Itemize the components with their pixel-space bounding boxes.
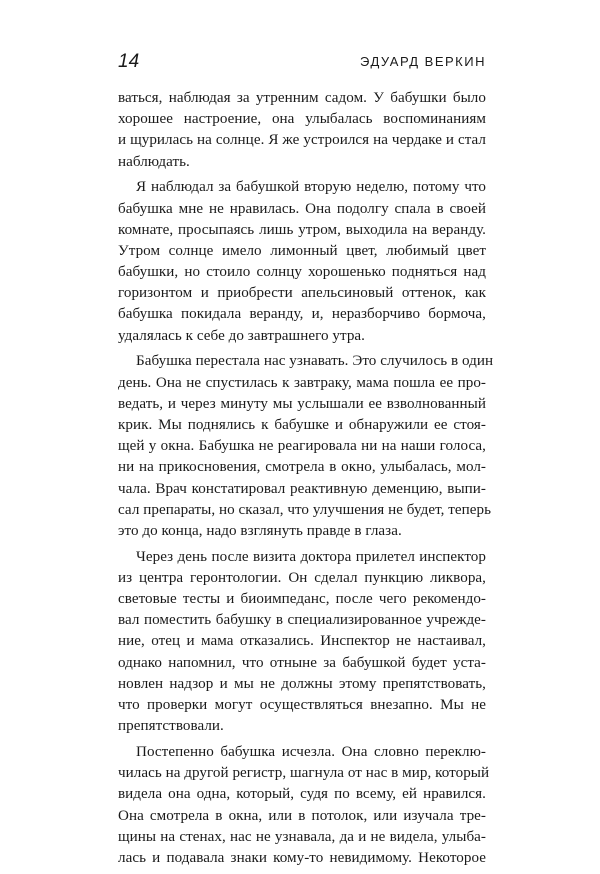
text-line: Я наблюдал за бабушкой вторую неделю, потому что [136,179,486,196]
text-line: крик. Мы поднялись к бабушке и обнаружили ее стоя- [118,417,486,433]
text-line: ние, отец и мама отказались. Инспектор не настаивал, [118,633,486,650]
text-line: ведать, и через минуту мы услышали ее взволнованный [118,395,486,412]
paragraph [118,351,494,542]
paragraph [118,742,490,869]
text-line: и щурилась на солнце. Я же устроился на чердаке и стал [118,132,486,149]
text-line: Постепенно бабушка исчезла. Она словно переклю- [136,744,486,760]
text-line: что проверки могут осуществляться внезапно. Мы не [118,697,486,714]
text-line: горизонтом и приобрести апельсиновый оттенок, как [118,285,486,302]
text-line: световые тесты и биоимпеданс, после чего рекомендо- [118,591,486,608]
text-line: Через день после визита доктора прилетел инспектор [136,548,486,565]
text-line: однако напомнил, что отныне за бабушкой будет уста- [118,654,486,671]
text-line: Бабушка перестала нас узнавать. Это случилось в один [136,353,494,370]
text-line: видела она одна, который, судя по всему, ей нравился. [118,786,486,803]
text-line: из центра геронтологии. Он сделал пункцию ликвора, [118,569,486,586]
text-line: удалялась к себе до завтрашнего утра. [118,327,365,344]
text-line: щины на стенах, нас не узнавала, да и не видела, улыба- [118,828,486,845]
text-line: щей у окна. Бабушка не реагировала ни на наши голоса, [118,438,486,455]
page-number: 14 [118,51,140,72]
text-line: чала. Врач констатировал реактивную деменцию, выпи- [118,480,486,497]
page-header [118,50,486,74]
paragraph [118,177,486,347]
text-line: чилась на другой регистр, шагнула от нас в мир, который [118,765,490,782]
text-line: лась и подавала знаки кому-то невидимому. Некоторое [118,849,486,866]
text-line: комнате, просыпаясь лишь утром, выходила на веранду. [118,221,486,238]
text-line: бабушки, но стоило солнцу хорошенько подняться над [118,264,486,281]
text-line: сал препараты, но сказал, что улучшения не будет, теперь [118,501,492,518]
text-line: бабушка покидала веранду, и, неразборчиво бормоча, [118,306,486,323]
text-line: бабушка мне не нравилась. Она подолгу спала в своей [118,200,486,217]
text-line: новлен надзор и мы не должны этому препятствовать, [118,675,486,692]
text-line: Утром солнце имело лимонный цвет, любимый цвет [118,242,486,259]
text-line: Она смотрела в окна, или в потолок, или изучала тре- [118,807,486,824]
paragraph [118,547,486,738]
text-line: хорошее настроение, она улыбалась воспоминаниям [118,111,486,128]
text-line: вал поместить бабушку в специализированное учрежде- [118,612,486,629]
body-text [118,88,494,874]
running-head-author: ЭДУАРД ВЕРКИН [360,54,486,69]
text-line: день. Она не спустилась к завтраку, мама пошла ее про- [118,374,486,391]
text-line: это до конца, надо взглянуть правде в глаза. [118,522,402,539]
text-line: ни на прикосновения, смотрела в окно, улыбалась, мол- [118,459,486,476]
text-line: ваться, наблюдая за утренним садом. У бабушки было [118,90,486,106]
text-line: наблюдать. [118,153,190,170]
text-line: препятствовали. [118,718,224,735]
paragraph [118,88,486,173]
